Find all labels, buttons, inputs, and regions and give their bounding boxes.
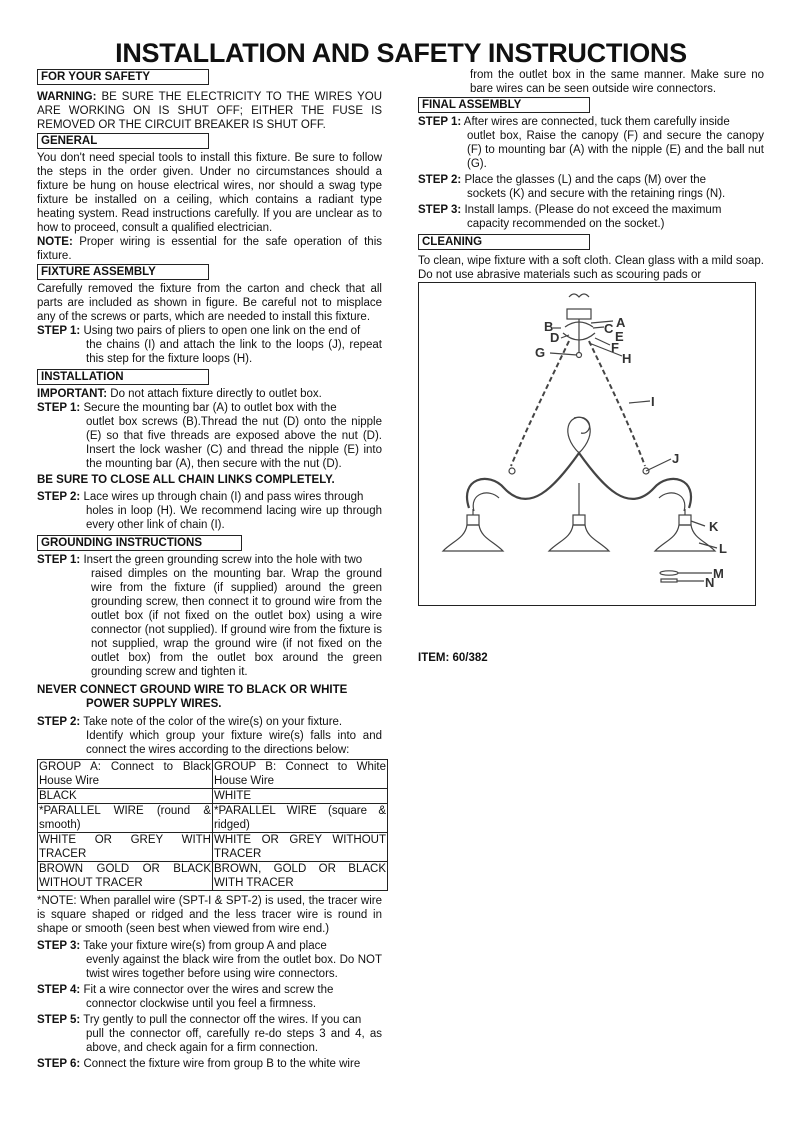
table-cell: BLACK <box>38 789 213 804</box>
label-f: F <box>611 340 619 355</box>
table-cell: GROUP B: Connect to White House Wire <box>214 761 386 787</box>
label-n: N <box>705 575 715 590</box>
label-j: J <box>672 451 680 466</box>
section-heading-safety: FOR YOUR SAFETY <box>37 69 209 85</box>
installation-step-2: STEP 2: Lace wires up through chain (I) and pass wires through holes in loop (H). We recommend lacing wire up through every other link of chain (I). <box>37 491 382 531</box>
fixture-diagram <box>418 282 756 606</box>
table-cell: BROWN, GOLD OR BLACK WITH TRACER <box>214 863 386 889</box>
section-heading-fixture-assembly: FIXTURE ASSEMBLY <box>37 264 209 280</box>
section-heading-installation: INSTALLATION <box>37 369 209 385</box>
table-row <box>38 789 388 804</box>
fixture-assembly-text: Carefully removed the fixture from the carton and check that all parts are included as shown in figure. Be careful not to misplace any of the screws or parts, which are needed to install this fixture. <box>37 283 382 323</box>
grounding-step-5: STEP 5: Try gently to pull the connector off the wires. If you can pull the connector off, carefully re-do steps 3 and 4, as above, and check again for a firm connection. <box>37 1014 382 1054</box>
label-b: B <box>544 319 554 334</box>
label-l: L <box>719 541 727 556</box>
grounding-step-4: STEP 4: Fit a wire connector over the wires and screw the connector clockwise until you feel a firmness. <box>37 984 334 1010</box>
final-assembly-step-3: STEP 3: Install lamps. (Please do not exceed the maximum capacity recommended on the socket.) <box>418 204 722 230</box>
grounding-step-6: STEP 6: Connect the fixture wire from group B to the white wire <box>37 1058 361 1070</box>
table-cell: WHITE <box>213 789 388 804</box>
wire-groups-table <box>37 759 388 891</box>
grounding-step-3: STEP 3: Take your fixture wire(s) from group A and place evenly against the black wire from the outlet box. Do NOT twist wires together before using wire connectors. <box>37 940 382 980</box>
label-e: E <box>615 329 624 344</box>
left-column <box>37 68 386 1073</box>
item-number: ITEM: 60/382 <box>418 652 488 664</box>
general-note: NOTE: Proper wiring is essential for the safe operation of this fixture. <box>37 236 382 262</box>
page-title: INSTALLATION AND SAFETY INSTRUCTIONS <box>115 38 687 68</box>
table-row <box>38 804 388 833</box>
label-m: M <box>713 566 724 581</box>
label-h: H <box>622 351 632 366</box>
label-a: A <box>616 315 626 330</box>
continuation-text: from the outlet box in the same manner. Make sure no bare wires can be seen outside wire connectors. <box>470 69 764 95</box>
table-cell: WHITE OR GREY WITHOUT TRACER <box>214 834 386 860</box>
label-g: G <box>535 345 546 360</box>
installation-important: IMPORTANT: Do not attach fixture directly to outlet box. <box>37 388 322 400</box>
cleaning-text: To clean, wipe fixture with a soft cloth. Clean glass with a mild soap. Do not use abrasive materials such as scouring pads or <box>418 255 764 281</box>
general-text: You don't need special tools to install this fixture. Be sure to follow the steps in the order given. Under no circumstances should a fixture be hung on house electrical wires, nor should a swag type fixture be installed on a ceiling, which contains a radiant type heating system. Read instructions carefully. If you are unclear as to how to proceed, consult a qualified electrician. <box>37 152 382 234</box>
table-cell: WHITE OR GREY WITH TRACER <box>39 834 211 860</box>
final-assembly-step-1: STEP 1: After wires are connected, tuck them carefully inside outlet box, Raise the canopy (F) and secure the canopy (F) to mounting bar (A) with the nipple (E) and the ball nut (G). <box>418 116 764 170</box>
right-column <box>418 68 764 282</box>
label-d: D <box>550 330 560 345</box>
chain-links-note: BE SURE TO CLOSE ALL CHAIN LINKS COMPLETELY. <box>37 474 335 486</box>
table-cell: GROUP A: Connect to Black House Wire <box>39 761 211 787</box>
label-i: I <box>651 394 655 409</box>
fixture-assembly-step-1: STEP 1: Using two pairs of pliers to open one link on the end of the chains (I) and attach the link to the loops (J), repeat this step for the fixture loops (H). <box>37 325 382 365</box>
parallel-wire-footnote: *NOTE: When parallel wire (SPT-I & SPT-2) is used, the tracer wire is square shaped or ridged and the less tracer wire is round in shape or smooth (seen best when viewed from wire end.) <box>37 895 382 935</box>
grounding-step-2: STEP 2: Take note of the color of the wire(s) on your fixture. Identify which group your fixture wire(s) falls into and connect the wires according to the directions below: <box>37 716 382 756</box>
label-k: K <box>709 519 719 534</box>
fixture-diagram-drawing <box>419 283 755 605</box>
section-heading-cleaning: CLEANING <box>418 234 590 250</box>
table-cell: BROWN GOLD OR BLACK WITHOUT TRACER <box>39 863 211 889</box>
safety-warning: WARNING: BE SURE THE ELECTRICITY TO THE WIRES YOU ARE WORKING ON IS SHUT OFF; EITHER THE FUSE IS REMOVED OR THE CIRCUIT BREAKER IS SHUT OFF. <box>37 91 382 131</box>
grounding-step-1: STEP 1: Insert the green grounding screw into the hole with two raised dimples on the mounting bar. Wrap the ground wire from the fixture (if supplied) around the green grounding screw, then connect it to ground wire from the outlet box (if not fixed on the outlet box) using a wire connector (not supplied). If ground wire from the fixture is not supplied, wrap the ground wire (if not fixed on the outlet box) from the outlet box around the green grounding screw and tighten it. <box>37 554 382 678</box>
final-assembly-step-2: STEP 2: Place the glasses (L) and the caps (M) over the sockets (K) and secure with the retaining rings (N). <box>418 174 726 200</box>
never-connect-warning: NEVER CONNECT GROUND WIRE TO BLACK OR WHITE POWER SUPPLY WIRES. <box>37 684 348 710</box>
installation-step-1: STEP 1: Secure the mounting bar (A) to outlet box with the outlet box screws (B).Thread the nut (D) onto the nipple (E) so that five threads are exposed above the nut (D). Insert the lock washer (C) and thread the nipple (E) into the mounting bar (A), then secure with the nut (D). <box>37 402 382 470</box>
section-heading-final-assembly: FINAL ASSEMBLY <box>418 97 590 113</box>
label-c: C <box>604 321 614 336</box>
table-row <box>38 760 388 789</box>
table-cell: *PARALLEL WIRE (square & ridged) <box>214 805 386 831</box>
section-heading-grounding: GROUNDING INSTRUCTIONS <box>37 535 242 551</box>
section-heading-general: GENERAL <box>37 133 209 149</box>
table-row <box>38 862 388 891</box>
table-row <box>38 833 388 862</box>
table-cell: *PARALLEL WIRE (round & smooth) <box>39 805 211 831</box>
